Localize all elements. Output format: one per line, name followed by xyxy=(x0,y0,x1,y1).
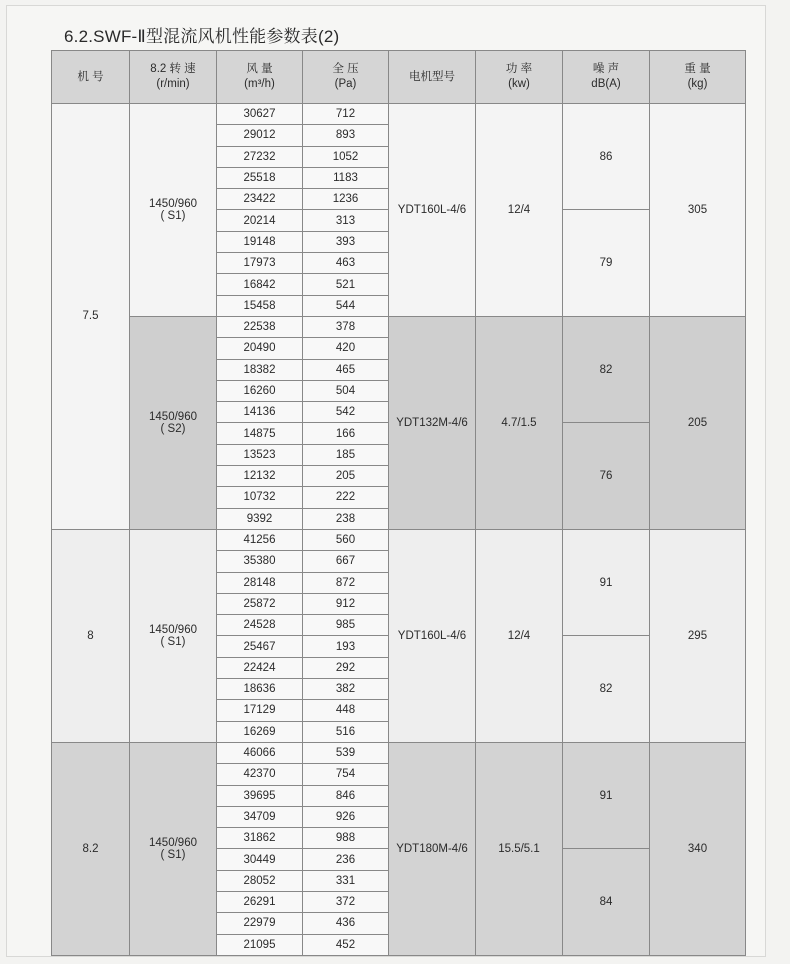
pressure-cell: 382 xyxy=(303,679,389,700)
pressure-cell: 1052 xyxy=(303,146,389,167)
speed-code: ( S1) xyxy=(160,848,186,861)
motor-cell: YDT160L-4/6 xyxy=(389,529,476,742)
airflow-cell: 22979 xyxy=(217,913,303,934)
speed-value: 1450/960 xyxy=(149,623,197,636)
noise-cell-low: 76 xyxy=(563,423,650,529)
pressure-cell: 463 xyxy=(303,253,389,274)
header-pressure: 全 压 (Pa) xyxy=(303,51,389,104)
noise-cell-high: 82 xyxy=(563,316,650,422)
table-body xyxy=(52,104,746,956)
airflow-cell: 24528 xyxy=(217,615,303,636)
noise-cell-high: 91 xyxy=(563,529,650,635)
pressure-cell: 436 xyxy=(303,913,389,934)
table-row xyxy=(52,742,746,763)
airflow-cell: 30449 xyxy=(217,849,303,870)
table-row xyxy=(52,104,746,125)
noise-cell-low: 79 xyxy=(563,210,650,316)
pressure-cell: 988 xyxy=(303,828,389,849)
pressure-cell: 521 xyxy=(303,274,389,295)
airflow-cell: 17973 xyxy=(217,253,303,274)
airflow-cell: 34709 xyxy=(217,806,303,827)
pressure-cell: 372 xyxy=(303,891,389,912)
airflow-cell: 31862 xyxy=(217,828,303,849)
airflow-cell: 16842 xyxy=(217,274,303,295)
airflow-cell: 18636 xyxy=(217,679,303,700)
pressure-cell: 205 xyxy=(303,466,389,487)
pressure-cell: 504 xyxy=(303,380,389,401)
pressure-cell: 1236 xyxy=(303,189,389,210)
airflow-cell: 29012 xyxy=(217,125,303,146)
pressure-cell: 560 xyxy=(303,529,389,550)
airflow-cell: 16269 xyxy=(217,721,303,742)
airflow-cell: 13523 xyxy=(217,444,303,465)
airflow-cell: 18382 xyxy=(217,359,303,380)
weight-cell: 305 xyxy=(650,104,746,317)
pressure-cell: 754 xyxy=(303,764,389,785)
airflow-cell: 25518 xyxy=(217,167,303,188)
pressure-cell: 378 xyxy=(303,316,389,337)
header-row xyxy=(52,51,746,104)
pressure-cell: 292 xyxy=(303,657,389,678)
motor-cell: YDT132M-4/6 xyxy=(389,316,476,529)
pressure-cell: 185 xyxy=(303,444,389,465)
airflow-cell: 22424 xyxy=(217,657,303,678)
weight-cell: 340 xyxy=(650,742,746,955)
airflow-cell: 17129 xyxy=(217,700,303,721)
airflow-cell: 28052 xyxy=(217,870,303,891)
airflow-cell: 25467 xyxy=(217,636,303,657)
pressure-cell: 846 xyxy=(303,785,389,806)
airflow-cell: 21095 xyxy=(217,934,303,955)
airflow-cell: 46066 xyxy=(217,742,303,763)
noise-cell-low: 82 xyxy=(563,636,650,742)
power-cell: 15.5/5.1 xyxy=(476,742,563,955)
performance-table xyxy=(51,50,746,956)
weight-cell: 295 xyxy=(650,529,746,742)
airflow-cell: 28148 xyxy=(217,572,303,593)
pressure-cell: 465 xyxy=(303,359,389,380)
airflow-cell: 19148 xyxy=(217,231,303,252)
pressure-cell: 193 xyxy=(303,636,389,657)
airflow-cell: 9392 xyxy=(217,508,303,529)
airflow-cell: 39695 xyxy=(217,785,303,806)
speed-code: ( S1) xyxy=(160,635,186,648)
header-model-no: 机 号 xyxy=(52,51,130,104)
pressure-cell: 667 xyxy=(303,551,389,572)
pressure-cell: 542 xyxy=(303,402,389,423)
motor-cell: YDT160L-4/6 xyxy=(389,104,476,317)
header-power: 功 率 (kw) xyxy=(476,51,563,104)
pressure-cell: 893 xyxy=(303,125,389,146)
performance-table-wrapper xyxy=(51,50,745,954)
header-weight: 重 量 (kg) xyxy=(650,51,746,104)
header-airflow: 风 量 (m³/h) xyxy=(217,51,303,104)
speed-cell xyxy=(130,104,217,317)
pressure-cell: 985 xyxy=(303,615,389,636)
pressure-cell: 712 xyxy=(303,104,389,125)
pressure-cell: 926 xyxy=(303,806,389,827)
airflow-cell: 22538 xyxy=(217,316,303,337)
header-speed: 8.2 转 速 (r/min) xyxy=(130,51,217,104)
airflow-cell: 27232 xyxy=(217,146,303,167)
speed-value: 1450/960 xyxy=(149,836,197,849)
speed-code: ( S2) xyxy=(160,422,186,435)
airflow-cell: 23422 xyxy=(217,189,303,210)
pressure-cell: 544 xyxy=(303,295,389,316)
pressure-cell: 1183 xyxy=(303,167,389,188)
model-no-cell: 8.2 xyxy=(52,742,130,955)
pressure-cell: 238 xyxy=(303,508,389,529)
pressure-cell: 912 xyxy=(303,593,389,614)
pressure-cell: 166 xyxy=(303,423,389,444)
airflow-cell: 20490 xyxy=(217,338,303,359)
pressure-cell: 313 xyxy=(303,210,389,231)
pressure-cell: 448 xyxy=(303,700,389,721)
speed-cell xyxy=(130,529,217,742)
table-title: 6.2.SWF-Ⅱ型混流风机性能参数表(2) xyxy=(64,27,340,46)
noise-cell-high: 91 xyxy=(563,742,650,848)
model-no-cell: 8 xyxy=(52,529,130,742)
airflow-cell: 41256 xyxy=(217,529,303,550)
pressure-cell: 539 xyxy=(303,742,389,763)
speed-value: 1450/960 xyxy=(149,197,197,210)
model-no-cell: 7.5 xyxy=(52,104,130,530)
pressure-cell: 516 xyxy=(303,721,389,742)
speed-code: ( S1) xyxy=(160,209,186,222)
airflow-cell: 20214 xyxy=(217,210,303,231)
airflow-cell: 26291 xyxy=(217,891,303,912)
power-cell: 12/4 xyxy=(476,529,563,742)
airflow-cell: 16260 xyxy=(217,380,303,401)
power-cell: 12/4 xyxy=(476,104,563,317)
table-row xyxy=(52,529,746,550)
airflow-cell: 14875 xyxy=(217,423,303,444)
header-noise: 噪 声 dB(A) xyxy=(563,51,650,104)
airflow-cell: 30627 xyxy=(217,104,303,125)
speed-value: 1450/960 xyxy=(149,410,197,423)
airflow-cell: 14136 xyxy=(217,402,303,423)
header-motor: 电机型号 xyxy=(389,51,476,104)
speed-cell xyxy=(130,316,217,529)
pressure-cell: 420 xyxy=(303,338,389,359)
table-row xyxy=(52,316,746,337)
pressure-cell: 393 xyxy=(303,231,389,252)
noise-cell-high: 86 xyxy=(563,104,650,210)
weight-cell: 205 xyxy=(650,316,746,529)
speed-cell xyxy=(130,742,217,955)
motor-cell: YDT180M-4/6 xyxy=(389,742,476,955)
pressure-cell: 872 xyxy=(303,572,389,593)
airflow-cell: 42370 xyxy=(217,764,303,785)
airflow-cell: 25872 xyxy=(217,593,303,614)
airflow-cell: 10732 xyxy=(217,487,303,508)
airflow-cell: 12132 xyxy=(217,466,303,487)
noise-cell-low: 84 xyxy=(563,849,650,955)
pressure-cell: 222 xyxy=(303,487,389,508)
pressure-cell: 331 xyxy=(303,870,389,891)
power-cell: 4.7/1.5 xyxy=(476,316,563,529)
pressure-cell: 236 xyxy=(303,849,389,870)
airflow-cell: 15458 xyxy=(217,295,303,316)
pressure-cell: 452 xyxy=(303,934,389,955)
airflow-cell: 35380 xyxy=(217,551,303,572)
